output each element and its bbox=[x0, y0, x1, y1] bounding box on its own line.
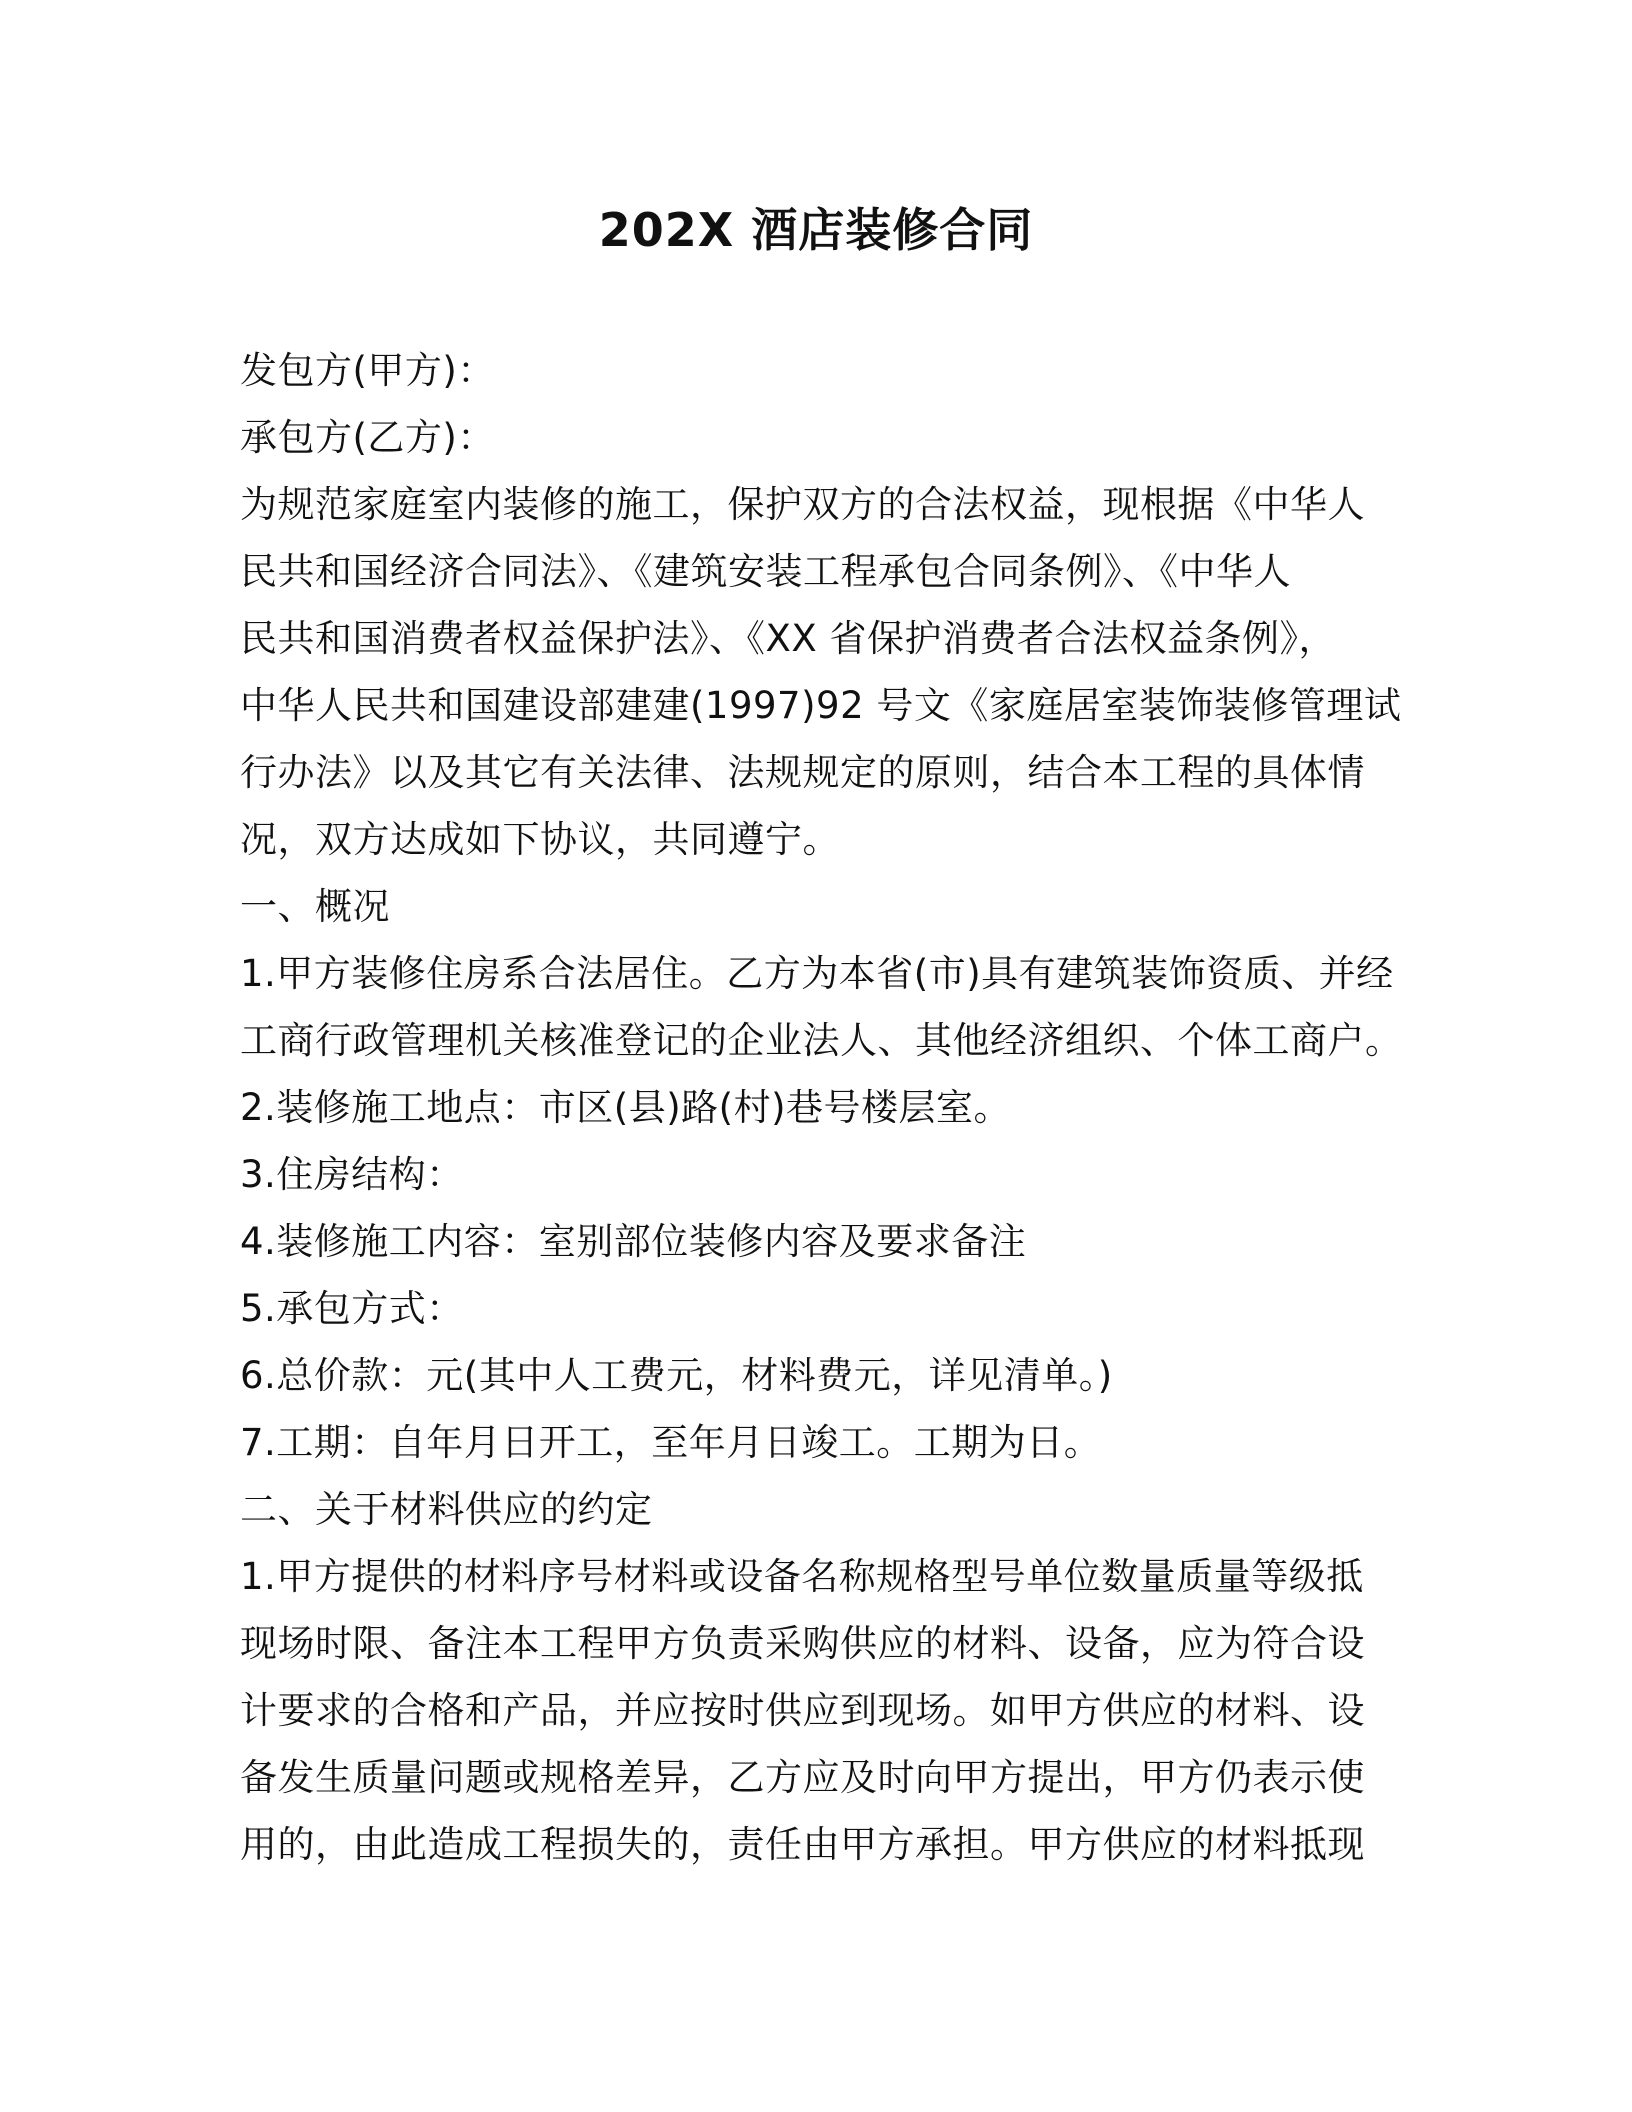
clause-line: 2.装修施工地点：市区(县)路(村)巷号楼层室。 bbox=[240, 1086, 1012, 1129]
clause-line: 3.住房结构： bbox=[240, 1153, 464, 1196]
party-b-line: 承包方(乙方)： bbox=[240, 416, 495, 459]
party-a-line: 发包方(甲方)： bbox=[240, 349, 495, 392]
preamble-line: 民共和国消费者权益保护法》、《XX 省保护消费者合法权益条例》， bbox=[240, 617, 1336, 660]
document-body bbox=[240, 337, 1403, 1878]
clause-line: 现场时限、备注本工程甲方负责采购供应的材料、设备，应为符合设 bbox=[240, 1622, 1365, 1665]
clause-line: 工商行政管理机关核准登记的企业法人、其他经济组织、个体工商户。 bbox=[240, 1019, 1403, 1062]
clause-line: 备发生质量问题或规格差异，乙方应及时向甲方提出，甲方仍表示使 bbox=[240, 1756, 1365, 1799]
clause-line: 7.工期：自年月日开工，至年月日竣工。工期为日。 bbox=[240, 1421, 1102, 1464]
section-heading-overview: 一、概况 bbox=[240, 885, 390, 928]
clause-line: 5.承包方式： bbox=[240, 1287, 464, 1330]
clause-line: 用的，由此造成工程损失的，责任由甲方承担。甲方供应的材料抵现 bbox=[240, 1823, 1365, 1866]
preamble-line: 民共和国经济合同法》、《建筑安装工程承包合同条例》、《中华人 bbox=[240, 550, 1291, 593]
section-heading-materials: 二、关于材料供应的约定 bbox=[240, 1488, 653, 1531]
clause-line: 1.甲方装修住房系合法居住。乙方为本省(市)具有建筑装饰资质、并经 bbox=[240, 952, 1394, 995]
clause-line: 计要求的合格和产品，并应按时供应到现场。如甲方供应的材料、设 bbox=[240, 1689, 1365, 1732]
document-title: 202X 酒店装修合同 bbox=[598, 203, 1034, 257]
preamble-line: 中华人民共和国建设部建建(1997)92 号文《家庭居室装饰装修管理试 bbox=[240, 684, 1402, 727]
preamble-line: 行办法》以及其它有关法律、法规规定的原则，结合本工程的具体情 bbox=[240, 751, 1365, 794]
clause-line: 6.总价款：元(其中人工费元，材料费元，详见清单。) bbox=[240, 1354, 1113, 1397]
clause-line: 4.装修施工内容：室别部位装修内容及要求备注 bbox=[240, 1220, 1027, 1263]
clause-line: 1.甲方提供的材料序号材料或设备名称规格型号单位数量质量等级抵 bbox=[240, 1555, 1364, 1598]
preamble-line: 况，双方达成如下协议，共同遵宁。 bbox=[240, 818, 840, 861]
preamble-line: 为规范家庭室内装修的施工，保护双方的合法权益，现根据《中华人 bbox=[240, 483, 1365, 526]
